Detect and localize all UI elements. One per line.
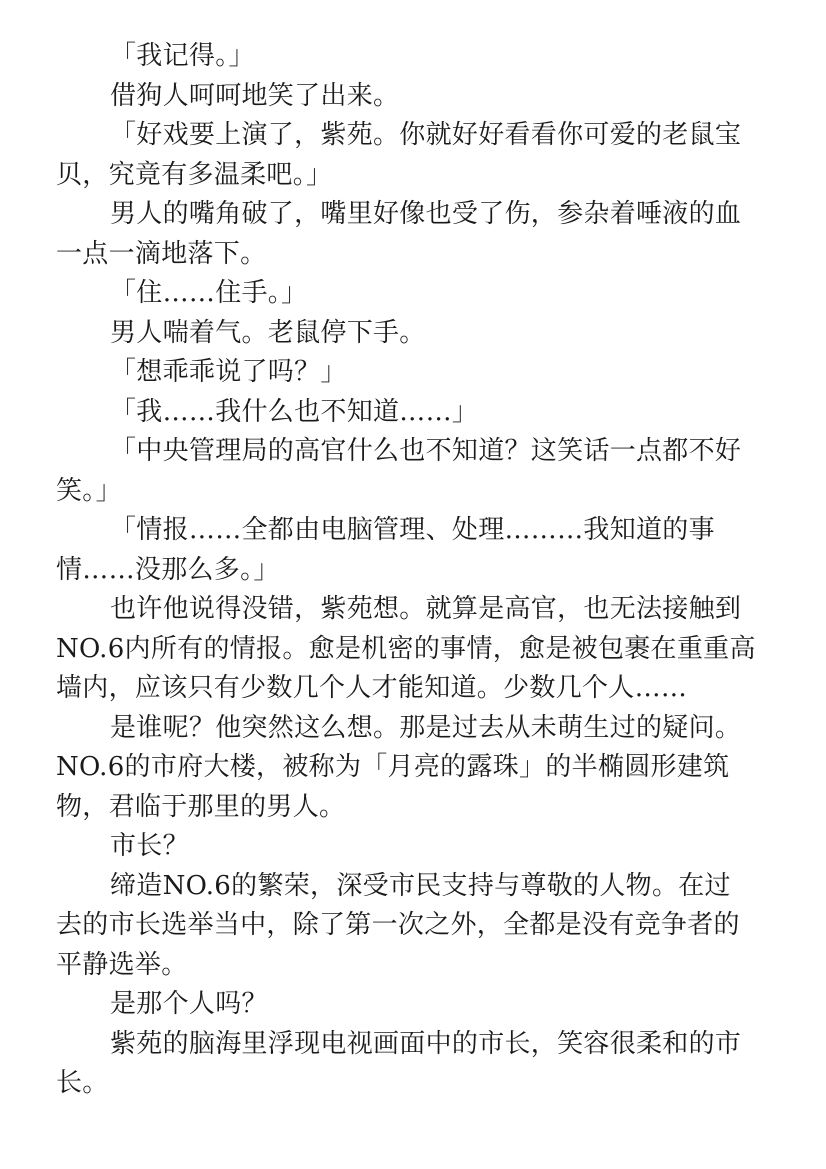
paragraph-12: 是谁呢？他突然这么想。那是过去从未萌生过的疑问。NO.6的市府大楼，被称为「月亮的露珠」的半椭圆形建筑物，君临于那里的男人。 xyxy=(56,712,742,822)
paragraph-2: 借狗人呵呵地笑了出来。 xyxy=(110,80,400,111)
paragraph-16: 紫苑的脑海里浮现电视画面中的市长，笑容很柔和的市长。 xyxy=(56,1028,742,1098)
paragraph-10: 「情报……全都由电脑管理、处理………我知道的事情……没那么多。」 xyxy=(56,515,715,585)
paragraph-8: 「我……我什么也不知道……」 xyxy=(110,396,479,427)
paragraph-4: 男人的嘴角破了，嘴里好像也受了伤，参杂着唾液的血一点一滴地落下。 xyxy=(56,199,742,269)
paragraph-5: 「住……住手。」 xyxy=(110,278,308,308)
paragraph-11: 也许他说得没错，紫苑想。就算是高官，也无法接触到NO.6内所有的情报。愈是机密的事情，愈是被包裹在重重高墙内，应该只有少数几个人才能知道。少数几个人…… xyxy=(56,594,756,703)
paragraph-15: 是那个人吗？ xyxy=(110,989,268,1019)
paragraph-13: 市长？ xyxy=(110,831,189,861)
paragraph-3: 「好戏要上演了，紫苑。你就好好看看你可爱的老鼠宝贝，究竟有多温柔吧。」 xyxy=(56,120,742,190)
novel-page xyxy=(56,37,756,1104)
paragraph-7: 「想乖乖说了吗？」 xyxy=(110,357,347,387)
paragraph-6: 男人喘着气。老鼠停下手。 xyxy=(110,317,426,348)
paragraph-14: 缔造NO.6的繁荣，深受市民支持与尊敬的人物。在过去的市长选举当中，除了第一次之外，全都是没有竞争者的平静选举。 xyxy=(56,870,740,980)
paragraph-1: 「我记得。」 xyxy=(110,41,255,71)
paragraph-9: 「中央管理局的高官什么也不知道？这笑话一点都不好笑。」 xyxy=(56,436,742,506)
